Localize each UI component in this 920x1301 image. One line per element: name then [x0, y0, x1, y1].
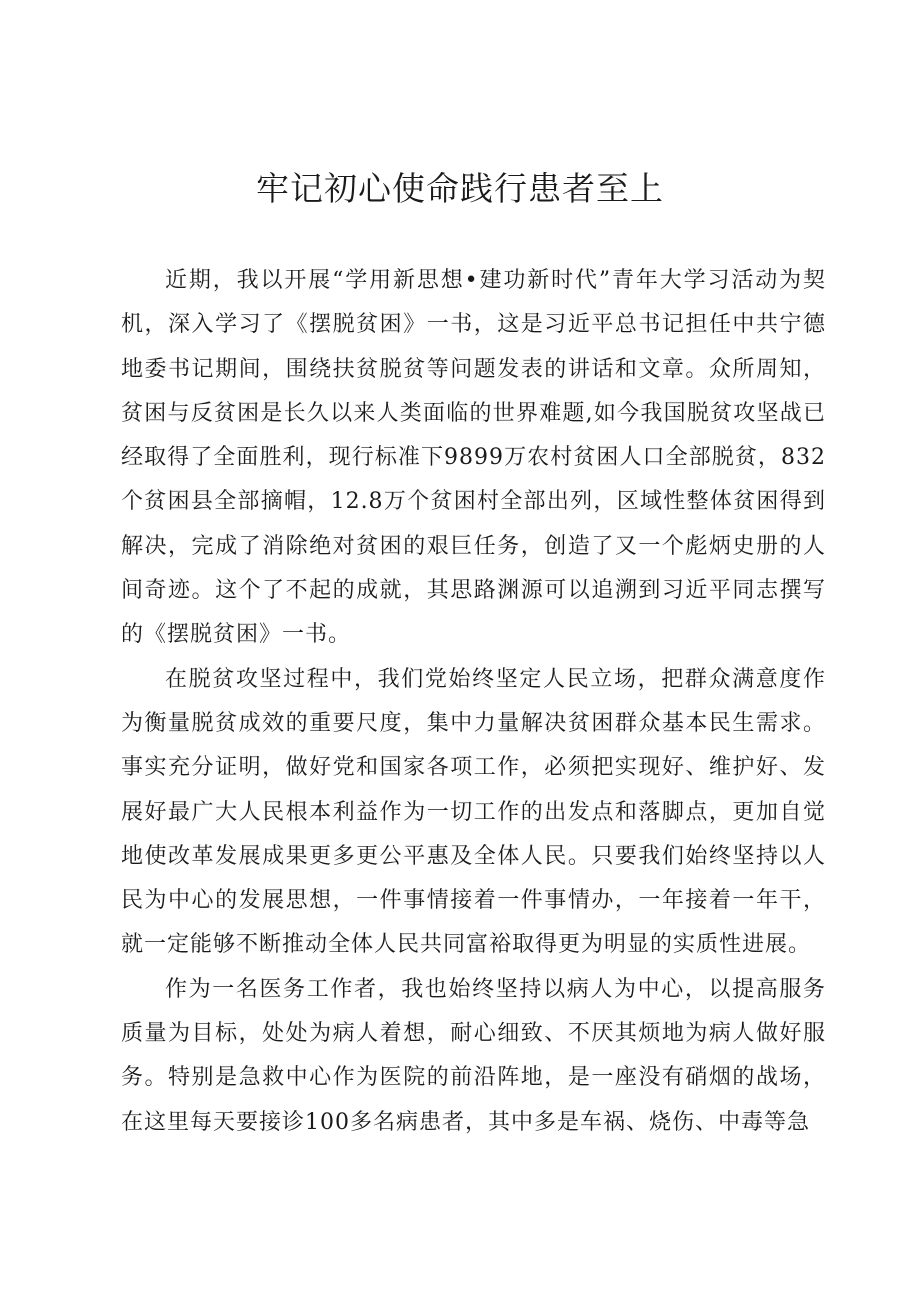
paragraph-1: 近期，我以开展“学用新思想•建功新时代”青年大学习活动为契机，深入学习了《摆脱贫困》一书，这是习近平总书记担任中共宁德地委书记期间，围绕扶贫脱贫等问题发表的讲话和文章。众所周知，贫困与反贫困是长久以来人类面临的世界难题,如今我国脱贫攻坚战已经取得了全面胜利，现行标准下9899万农村贫困人口全部脱贫，832个贫困县全部摘帽，12.8万个贫困村全部出列，区域性整体贫困得到解决，完成了消除绝对贫困的艰巨任务，创造了又一个彪炳史册的人间奇迹。这个了不起的成就，其思路渊源可以追溯到习近平同志撰写的《摆脱贫困》一书。 — [121, 268, 826, 648]
document-title: 牢记初心使命践行患者至上 — [256, 169, 664, 208]
paragraph-3: 作为一名医务工作者，我也始终坚持以病人为中心，以提高服务质量为目标，处处为病人着想，耐心细致、不厌其烦地为病人做好服务。特别是急救中心作为医院的前沿阵地，是一座没有硝烟的战场，在这里每天要接诊100多名病患者，其中多是车祸、烧伤、中毒等急 — [121, 976, 826, 1135]
document-body — [121, 259, 826, 1145]
paragraph-2: 在脱贫攻坚过程中，我们党始终坚定人民立场，把群众满意度作为衡量脱贫成效的重要尺度，集中力量解决贫困群众基本民生需求。事实充分证明，做好党和国家各项工作，必须把实现好、维护好、发展好最广大人民根本利益作为一切工作的出发点和落脚点，更加自觉地使改革发展成果更多更公平惠及全体人民。只要我们始终坚持以人民为中心的发展思想，一件事情接着一件事情办，一年接着一年干，就一定能够不断推动全体人民共同富裕取得更为明显的实质性进展。 — [121, 666, 826, 958]
